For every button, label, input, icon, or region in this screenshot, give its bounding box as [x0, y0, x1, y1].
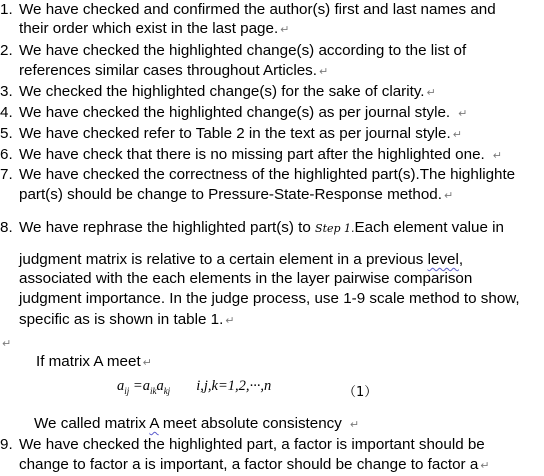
item-text: Each element value in — [354, 219, 504, 236]
equation-variables: i,j,k — [196, 378, 218, 394]
item-number: 6. — [0, 146, 13, 163]
list-item-7 — [0, 165, 515, 184]
equation-symbol: a — [156, 378, 164, 394]
list-item-3 — [0, 82, 436, 103]
condition-text: If matrix A meet — [36, 353, 141, 370]
spellcheck-underlined-word: level — [427, 251, 459, 268]
list-item-9-cont — [19, 455, 490, 476]
item-number: 1. — [0, 1, 13, 18]
spellcheck-underlined-word: A — [149, 415, 159, 432]
paragraph-mark-icon: ↵ — [2, 338, 12, 350]
paragraph-mark-icon: ↵ — [142, 357, 152, 369]
list-item-2-cont — [19, 61, 328, 82]
step-label: Step 1. — [315, 222, 355, 235]
item-text: We have checked the correctness of the highlighted part(s).The highlighte — [19, 166, 516, 183]
equation-subscript: ik — [149, 386, 157, 396]
paragraph-mark-icon: ↵ — [480, 460, 490, 472]
equation-number: （1） — [343, 385, 378, 400]
item-text: their order which exist in the last page. — [19, 20, 279, 37]
conclusion-line — [34, 414, 359, 435]
paragraph-text: , — [458, 251, 464, 268]
item-text: change to factor a is important, a factor should be change to factor a — [19, 456, 479, 473]
consistency-equation — [117, 378, 271, 396]
paragraph-text: associated with the each elements in the layer pairwise comparison — [19, 270, 473, 287]
list-item-5 — [0, 124, 462, 145]
list-item-7-cont — [19, 185, 453, 206]
paragraph-line — [19, 250, 463, 269]
paragraph-text: judgment importance. In the judge process, use 1-9 scale method to show, — [19, 290, 520, 307]
equation-subscript: kj — [163, 386, 171, 396]
paragraph-mark-icon: ↵ — [280, 24, 290, 36]
item-text: We have checked the highlighted change(s) as per journal style. — [19, 104, 451, 121]
list-item-2 — [0, 41, 466, 60]
condition-line — [36, 352, 152, 373]
item-number: 7. — [0, 166, 13, 183]
paragraph-line — [19, 269, 472, 288]
item-number: 3. — [0, 83, 13, 100]
empty-paragraph — [0, 333, 11, 354]
equation-subscript: ij — [124, 386, 130, 396]
paragraph-mark-icon: ↵ — [349, 419, 360, 431]
paragraph-mark-icon: ↵ — [452, 129, 462, 141]
item-text: We have checked and confirmed the author(s) first and last names and — [19, 1, 496, 18]
paragraph-mark-icon: ↵ — [492, 150, 502, 162]
equation-symbol: a — [142, 378, 150, 394]
item-text: We have checked the highlighted change(s) according to the list of — [19, 42, 467, 59]
paragraph-mark-icon: ↵ — [426, 87, 436, 99]
item-number: 9. — [0, 436, 13, 453]
item-text: part(s) should be change to Pressure-State-Response method. — [19, 186, 442, 203]
item-text: references similar cases throughout Articles. — [19, 62, 317, 79]
paragraph-mark-icon: ↵ — [318, 66, 329, 78]
paragraph-text: judgment matrix is relative to a certain element in a previous — [19, 251, 428, 268]
item-text: We have checked refer to Table 2 in the text as per journal style. — [19, 125, 451, 142]
paragraph-mark-icon: ↵ — [443, 190, 454, 202]
list-item-8 — [0, 218, 504, 238]
item-number: 8. — [0, 219, 13, 236]
item-text: We have check that there is no missing part after the highlighted one. — [19, 146, 485, 163]
paragraph-line — [19, 310, 235, 331]
list-item-4 — [0, 103, 467, 124]
item-text: We have checked the highlighted part, a factor is important should be — [19, 436, 485, 453]
paragraph-line — [19, 289, 520, 308]
item-number: 4. — [0, 104, 13, 121]
equation-symbol: = — [129, 378, 143, 394]
paragraph-mark-icon: ↵ — [225, 315, 235, 327]
list-item-9 — [0, 435, 485, 454]
list-item-1 — [0, 0, 496, 19]
list-item-1-cont — [19, 19, 289, 40]
paragraph-text: specific as is shown in table 1. — [19, 311, 224, 328]
conclusion-text: meet absolute consistency — [158, 415, 342, 432]
equation-range: =1,2,···,n — [217, 378, 272, 394]
list-item-6 — [0, 145, 502, 166]
paragraph-mark-icon: ↵ — [458, 108, 468, 120]
conclusion-text: We called matrix — [34, 415, 150, 432]
item-text: We checked the highlighted change(s) for the sake of clarity. — [19, 83, 425, 100]
item-number: 5. — [0, 125, 13, 142]
item-text: We have rephrase the highlighted part(s) to — [19, 219, 316, 236]
equation-symbol: a — [117, 378, 125, 394]
item-number: 2. — [0, 42, 13, 59]
